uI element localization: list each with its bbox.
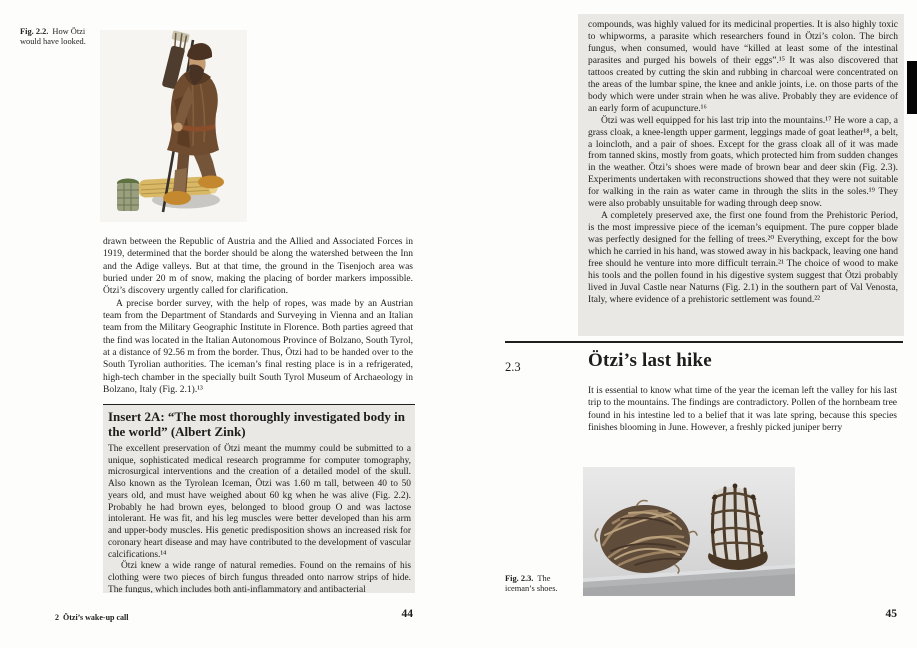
insert-2a-box bbox=[103, 404, 415, 593]
shoes-photo bbox=[583, 467, 795, 596]
insert-2a-paragraph-2: Ötzi knew a wide range of natural remedies. Found on the remains of his clothing were two pieces of birch fungus threaded onto narrow strips of hide. The fungus, which includes both anti-inflammatory and antibacterial bbox=[108, 561, 411, 593]
fig-2-2-caption-label: Fig. 2.2. bbox=[20, 27, 49, 36]
fig-2-3-caption bbox=[505, 574, 577, 595]
fig-2-3-caption-label: Fig. 2.3. bbox=[505, 574, 534, 583]
right-insert-paragraph-2: Ötzi was well equipped for his last trip into the mountains.¹⁷ He wore a cap, a grass cloak, a knee-length upper garment, leggings made of goat leather¹⁸, a belt, a loincloth, and a pair of shoes. Except for the grass cloak all of it was made from tanned skins, mostly from goats, which protected him from sudden changes in the weather. Ötzi’s shoes were made of brown bear and deer skin (Fig. 2.3). Experiments undertaken with reconstructions showed that they were not suitable for walking in the rain as water came in through the slits in the soles.¹⁹ They were also probably unsuitable for wading through deep snow. bbox=[588, 115, 898, 210]
section-divider-rule bbox=[505, 341, 903, 343]
insert-2a-title: Insert 2A: “The most thoroughly investigated body in the world” (Albert Zink) bbox=[108, 409, 405, 440]
basket bbox=[117, 179, 139, 212]
otzi-illustration bbox=[100, 30, 247, 222]
insert-2a-continuation bbox=[578, 14, 904, 336]
section-2-3-paragraph: It is essential to know what time of the year the iceman left the valley for his last trip to the mountains. The findings are contradictory. Pollen of the hornbeam tree found in his intestine led to a belief that it was late spring, because this species finishes blooming in June. However, a freshly picked juniper berry bbox=[588, 386, 897, 434]
left-body-text bbox=[103, 236, 413, 401]
insert-2a-body bbox=[108, 444, 411, 593]
page-number-45: 45 bbox=[885, 608, 897, 620]
hand bbox=[174, 123, 183, 132]
back-shoe bbox=[198, 176, 224, 189]
shoes-photo-drawing bbox=[583, 467, 795, 596]
fig-2-2-caption bbox=[20, 27, 94, 48]
insert-2a-paragraph-1: The excellent preservation of Ötzi meant the mummy could be submitted to a unique, sophisticated medical research programme for computer tomography, microsurgical interventions and the creation of a detailed model of the skull. Also known as the Tyrolean Iceman, Ötzi was 1.60 m tall, between 40 to 50 years old, and must have weighed about 60 kg when he was alive (Fig. 2.2). Probably he had brown eyes, belonged to blood group O and was lactose intolerant. He was fit, and his leg muscles were better developed than his arm and upper-body muscles. His genetic predisposition shows an increased risk for coronary heart disease and may have contributed to the development of vascular calcifications.¹⁴ bbox=[108, 443, 411, 560]
page-number-44: 44 bbox=[401, 608, 413, 620]
left-paragraph-2: A precise border survey, with the help of ropes, was made by an Austrian team from the Department of Standards and Surveying in Vienna and an Italian team from the Military Geographic Institute in Florence. Both parties agreed that the find was located in the Italian Autonomous Province of Bolzano, South Tyrol, at a distance of 92.56 m from the border. Thus, Ötzi had to be handed over to the South Tyrolian authorities. The iceman’s final resting place is in a refrigerated, high-tech chamber in the specially built South Tyrol Museum of Archaeology in Bolzano, Italy (Fig. 2.1).¹³ bbox=[103, 298, 413, 396]
legging-wrap bbox=[173, 168, 187, 195]
section-title: Ötzi’s last hike bbox=[588, 350, 712, 371]
right-insert-paragraph-3: A completely preserved axe, the first one found from the Prehistoric Period, is the most impressive piece of the iceman’s equipment. The pure copper blade was perfectly designed for the felling of trees.²⁰ Everything, except for the bow which he carried in his hand, was stowed away in his backpack, leaving one hand free should he venture into more difficult terrain.²¹ The choice of wood to make his tools and the pollen found in his digestive system suggest that Ötzi probably lived in Juval Castle near Naturns (Fig. 2.1) in the southern part of Val Venosta, Italy, where evidence of a prehistoric settlement was found.²² bbox=[588, 211, 898, 305]
section-number: 2.3 bbox=[505, 360, 521, 374]
fig-2-3-caption-text: The iceman’s shoes. bbox=[505, 574, 558, 594]
left-paragraph-1: drawn between the Republic of Austria and the Allied and Associated Forces in 1919, determined that the border should be along the watershed between the Inn and the Adige valleys. But at that time, the ground in the Tisenjoch area was buried under 20 m of snow, making the placing of border markers impossible. Ötzi’s discovery urgently called for clarification. bbox=[103, 237, 413, 297]
front-shoe bbox=[163, 191, 191, 205]
otzi-figure-drawing bbox=[100, 30, 247, 222]
fig-2-2-caption-text: How Ötzi would have looked. bbox=[20, 27, 86, 47]
chapter-edge-tab bbox=[907, 61, 917, 114]
running-head: 2 Ötzi’s wake-up call bbox=[55, 613, 129, 622]
right-insert-paragraph-1: compounds, was highly valued for its medicinal properties. It is also highly toxic to whipworms, a parasite which researchers found in Ötzi’s colon. The birch fungus, when consumed, would have “killed at least some of the intestinal parasites and purged his bowels of their eggs”.¹⁵ It was also discovered that tattoos created by cutting the skin and rubbing in charcoal were concentrated on the areas of the lumbar spine, the knee and ankle joints, i.e. on those parts of the body which were under strain when he was alive. Probably they are evidence of an early form of acupuncture.¹⁶ bbox=[588, 20, 898, 114]
